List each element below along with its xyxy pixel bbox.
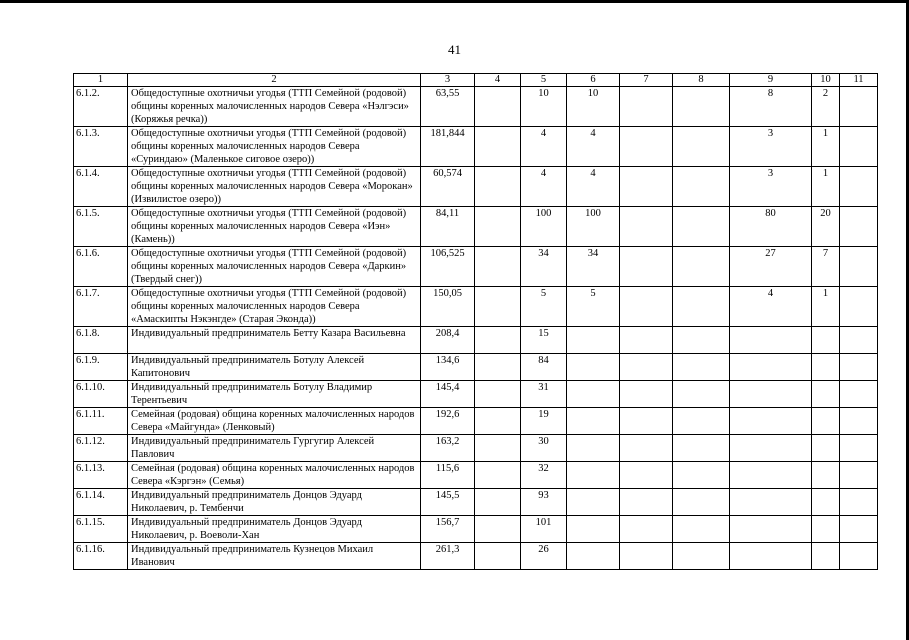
cell-col-3: 192,6 bbox=[421, 408, 475, 435]
cell-col-11 bbox=[840, 287, 878, 327]
cell-col-10 bbox=[812, 516, 840, 543]
cell-col-4 bbox=[475, 247, 521, 287]
cell-col-6: 34 bbox=[567, 247, 620, 287]
cell-col-10: 20 bbox=[812, 207, 840, 247]
cell-col-4 bbox=[475, 327, 521, 354]
cell-col-1: 6.1.3. bbox=[74, 127, 128, 167]
table-row bbox=[74, 516, 878, 543]
header-cell: 4 bbox=[475, 74, 521, 87]
cell-col-1: 6.1.4. bbox=[74, 167, 128, 207]
cell-col-1: 6.1.15. bbox=[74, 516, 128, 543]
cell-col-9: 27 bbox=[730, 247, 812, 287]
cell-col-5: 30 bbox=[521, 435, 567, 462]
cell-col-8 bbox=[673, 127, 730, 167]
table-row bbox=[74, 327, 878, 354]
cell-col-3: 156,7 bbox=[421, 516, 475, 543]
cell-col-10 bbox=[812, 462, 840, 489]
cell-col-3: 181,844 bbox=[421, 127, 475, 167]
cell-col-6 bbox=[567, 381, 620, 408]
cell-col-1: 6.1.2. bbox=[74, 87, 128, 127]
table-row bbox=[74, 462, 878, 489]
cell-col-10 bbox=[812, 489, 840, 516]
cell-col-9 bbox=[730, 408, 812, 435]
table-row bbox=[74, 167, 878, 207]
cell-col-8 bbox=[673, 462, 730, 489]
table-row bbox=[74, 354, 878, 381]
table-row bbox=[74, 87, 878, 127]
table-header-row bbox=[74, 74, 878, 87]
cell-col-7 bbox=[620, 489, 673, 516]
page-top-border bbox=[0, 0, 909, 3]
header-cell: 5 bbox=[521, 74, 567, 87]
header-cell: 11 bbox=[840, 74, 878, 87]
cell-col-2: Индивидуальный предприниматель Кузнецов Михаил Иванович bbox=[128, 543, 421, 570]
cell-col-3: 115,6 bbox=[421, 462, 475, 489]
cell-col-9: 8 bbox=[730, 87, 812, 127]
cell-col-5: 15 bbox=[521, 327, 567, 354]
header-cell: 6 bbox=[567, 74, 620, 87]
cell-col-6: 4 bbox=[567, 127, 620, 167]
cell-col-2: Общедоступные охотничьи угодья (ТТП Семейной (родовой) общины коренных малочисленных народов Севера «Иэн» (Камень)) bbox=[128, 207, 421, 247]
table-row bbox=[74, 287, 878, 327]
cell-col-10 bbox=[812, 327, 840, 354]
cell-col-11 bbox=[840, 354, 878, 381]
cell-col-11 bbox=[840, 408, 878, 435]
header-cell: 8 bbox=[673, 74, 730, 87]
table-row bbox=[74, 247, 878, 287]
cell-col-8 bbox=[673, 247, 730, 287]
cell-col-3: 208,4 bbox=[421, 327, 475, 354]
cell-col-2: Общедоступные охотничьи угодья (ТТП Семейной (родовой) общины коренных малочисленных народов Севера «Суриндаю» (Маленькое сиговое озеро)) bbox=[128, 127, 421, 167]
header-cell: 9 bbox=[730, 74, 812, 87]
cell-col-2: Индивидуальный предприниматель Ботулу Владимир Терентьевич bbox=[128, 381, 421, 408]
cell-col-4 bbox=[475, 381, 521, 408]
cell-col-6: 5 bbox=[567, 287, 620, 327]
cell-col-8 bbox=[673, 516, 730, 543]
cell-col-4 bbox=[475, 354, 521, 381]
cell-col-2: Индивидуальный предприниматель Донцов Эдуард Николаевич, р. Тембенчи bbox=[128, 489, 421, 516]
cell-col-10: 1 bbox=[812, 127, 840, 167]
cell-col-3: 60,574 bbox=[421, 167, 475, 207]
cell-col-10 bbox=[812, 543, 840, 570]
cell-col-8 bbox=[673, 543, 730, 570]
cell-col-9 bbox=[730, 462, 812, 489]
page-number: 41 bbox=[448, 42, 461, 57]
cell-col-1: 6.1.9. bbox=[74, 354, 128, 381]
cell-col-8 bbox=[673, 354, 730, 381]
cell-col-3: 63,55 bbox=[421, 87, 475, 127]
cell-col-7 bbox=[620, 381, 673, 408]
cell-col-11 bbox=[840, 167, 878, 207]
cell-col-6 bbox=[567, 327, 620, 354]
cell-col-7 bbox=[620, 327, 673, 354]
cell-col-11 bbox=[840, 207, 878, 247]
cell-col-10: 1 bbox=[812, 287, 840, 327]
cell-col-4 bbox=[475, 287, 521, 327]
cell-col-7 bbox=[620, 354, 673, 381]
cell-col-1: 6.1.6. bbox=[74, 247, 128, 287]
cell-col-8 bbox=[673, 435, 730, 462]
cell-col-2: Семейная (родовая) община коренных малочисленных народов Севера «Майгунда» (Ленковый) bbox=[128, 408, 421, 435]
cell-col-11 bbox=[840, 462, 878, 489]
cell-col-5: 26 bbox=[521, 543, 567, 570]
cell-col-6: 10 bbox=[567, 87, 620, 127]
cell-col-2: Общедоступные охотничьи угодья (ТТП Семейной (родовой) общины коренных малочисленных народов Севера «Даркин» (Твердый снег)) bbox=[128, 247, 421, 287]
cell-col-7 bbox=[620, 516, 673, 543]
cell-col-9 bbox=[730, 489, 812, 516]
table-row bbox=[74, 543, 878, 570]
cell-col-8 bbox=[673, 489, 730, 516]
cell-col-10: 1 bbox=[812, 167, 840, 207]
cell-col-5: 84 bbox=[521, 354, 567, 381]
cell-col-3: 150,05 bbox=[421, 287, 475, 327]
cell-col-6 bbox=[567, 462, 620, 489]
cell-col-3: 134,6 bbox=[421, 354, 475, 381]
cell-col-4 bbox=[475, 127, 521, 167]
cell-col-5: 19 bbox=[521, 408, 567, 435]
cell-col-7 bbox=[620, 87, 673, 127]
cell-col-4 bbox=[475, 408, 521, 435]
table-row bbox=[74, 489, 878, 516]
cell-col-8 bbox=[673, 408, 730, 435]
cell-col-1: 6.1.11. bbox=[74, 408, 128, 435]
cell-col-11 bbox=[840, 435, 878, 462]
cell-col-10 bbox=[812, 354, 840, 381]
cell-col-2: Индивидуальный предприниматель Гургугир Алексей Павлович bbox=[128, 435, 421, 462]
cell-col-11 bbox=[840, 247, 878, 287]
cell-col-4 bbox=[475, 87, 521, 127]
table-row bbox=[74, 435, 878, 462]
cell-col-8 bbox=[673, 167, 730, 207]
cell-col-6 bbox=[567, 516, 620, 543]
cell-col-2: Индивидуальный предприниматель Бетту Казара Васильевна bbox=[128, 327, 421, 354]
cell-col-1: 6.1.8. bbox=[74, 327, 128, 354]
cell-col-3: 163,2 bbox=[421, 435, 475, 462]
cell-col-5: 34 bbox=[521, 247, 567, 287]
cell-col-3: 145,4 bbox=[421, 381, 475, 408]
cell-col-2: Общедоступные охотничьи угодья (ТТП Семейной (родовой) общины коренных малочисленных народов Севера «Нэлгэси» (Коряжья речка)) bbox=[128, 87, 421, 127]
cell-col-4 bbox=[475, 462, 521, 489]
cell-col-4 bbox=[475, 516, 521, 543]
cell-col-1: 6.1.13. bbox=[74, 462, 128, 489]
cell-col-11 bbox=[840, 516, 878, 543]
cell-col-6 bbox=[567, 354, 620, 381]
cell-col-8 bbox=[673, 327, 730, 354]
cell-col-10 bbox=[812, 408, 840, 435]
cell-col-5: 4 bbox=[521, 127, 567, 167]
cell-col-2: Индивидуальный предприниматель Ботулу Алексей Капитонович bbox=[128, 354, 421, 381]
cell-col-11 bbox=[840, 489, 878, 516]
cell-col-10 bbox=[812, 435, 840, 462]
cell-col-8 bbox=[673, 207, 730, 247]
cell-col-5: 101 bbox=[521, 516, 567, 543]
cell-col-9: 3 bbox=[730, 127, 812, 167]
cell-col-9 bbox=[730, 381, 812, 408]
cell-col-6: 100 bbox=[567, 207, 620, 247]
cell-col-6 bbox=[567, 435, 620, 462]
cell-col-5: 32 bbox=[521, 462, 567, 489]
cell-col-1: 6.1.10. bbox=[74, 381, 128, 408]
cell-col-7 bbox=[620, 435, 673, 462]
cell-col-5: 31 bbox=[521, 381, 567, 408]
cell-col-7 bbox=[620, 207, 673, 247]
cell-col-11 bbox=[840, 87, 878, 127]
table-row bbox=[74, 381, 878, 408]
cell-col-5: 10 bbox=[521, 87, 567, 127]
table-row bbox=[74, 408, 878, 435]
cell-col-7 bbox=[620, 127, 673, 167]
cell-col-6 bbox=[567, 489, 620, 516]
cell-col-7 bbox=[620, 247, 673, 287]
cell-col-2: Общедоступные охотничьи угодья (ТТП Семейной (родовой) общины коренных малочисленных народов Севера «Амаскипты Нэкэнгде» (Старая Эконда)) bbox=[128, 287, 421, 327]
table-row bbox=[74, 207, 878, 247]
cell-col-3: 106,525 bbox=[421, 247, 475, 287]
cell-col-4 bbox=[475, 435, 521, 462]
cell-col-7 bbox=[620, 287, 673, 327]
cell-col-11 bbox=[840, 327, 878, 354]
cell-col-11 bbox=[840, 127, 878, 167]
header-cell: 2 bbox=[128, 74, 421, 87]
cell-col-6: 4 bbox=[567, 167, 620, 207]
header-cell: 3 bbox=[421, 74, 475, 87]
cell-col-9 bbox=[730, 327, 812, 354]
cell-col-4 bbox=[475, 489, 521, 516]
cell-col-1: 6.1.14. bbox=[74, 489, 128, 516]
cell-col-2: Индивидуальный предприниматель Донцов Эдуард Николаевич, р. Воеволи-Хан bbox=[128, 516, 421, 543]
cell-col-10 bbox=[812, 381, 840, 408]
cell-col-5: 93 bbox=[521, 489, 567, 516]
cell-col-4 bbox=[475, 207, 521, 247]
cell-col-1: 6.1.7. bbox=[74, 287, 128, 327]
cell-col-3: 145,5 bbox=[421, 489, 475, 516]
cell-col-5: 4 bbox=[521, 167, 567, 207]
cell-col-6 bbox=[567, 543, 620, 570]
header-cell: 1 bbox=[74, 74, 128, 87]
cell-col-9 bbox=[730, 354, 812, 381]
cell-col-9 bbox=[730, 516, 812, 543]
header-cell: 7 bbox=[620, 74, 673, 87]
cell-col-11 bbox=[840, 543, 878, 570]
cell-col-8 bbox=[673, 87, 730, 127]
cell-col-7 bbox=[620, 543, 673, 570]
cell-col-10: 7 bbox=[812, 247, 840, 287]
cell-col-9: 80 bbox=[730, 207, 812, 247]
cell-col-8 bbox=[673, 381, 730, 408]
cell-col-1: 6.1.12. bbox=[74, 435, 128, 462]
header-cell: 10 bbox=[812, 74, 840, 87]
cell-col-2: Общедоступные охотничьи угодья (ТТП Семейной (родовой) общины коренных малочисленных народов Севера «Морокан» (Извилистое озеро)) bbox=[128, 167, 421, 207]
cell-col-11 bbox=[840, 381, 878, 408]
cell-col-1: 6.1.16. bbox=[74, 543, 128, 570]
cell-col-5: 100 bbox=[521, 207, 567, 247]
cell-col-10: 2 bbox=[812, 87, 840, 127]
cell-col-7 bbox=[620, 408, 673, 435]
cell-col-9: 3 bbox=[730, 167, 812, 207]
cell-col-8 bbox=[673, 287, 730, 327]
table-row bbox=[74, 127, 878, 167]
data-table bbox=[73, 73, 878, 570]
cell-col-6 bbox=[567, 408, 620, 435]
cell-col-1: 6.1.5. bbox=[74, 207, 128, 247]
cell-col-4 bbox=[475, 167, 521, 207]
cell-col-7 bbox=[620, 462, 673, 489]
cell-col-3: 84,11 bbox=[421, 207, 475, 247]
cell-col-9 bbox=[730, 435, 812, 462]
cell-col-9: 4 bbox=[730, 287, 812, 327]
cell-col-9 bbox=[730, 543, 812, 570]
cell-col-7 bbox=[620, 167, 673, 207]
cell-col-2: Семейная (родовая) община коренных малочисленных народов Севера «Кэргэн» (Семья) bbox=[128, 462, 421, 489]
cell-col-5: 5 bbox=[521, 287, 567, 327]
cell-col-4 bbox=[475, 543, 521, 570]
cell-col-3: 261,3 bbox=[421, 543, 475, 570]
